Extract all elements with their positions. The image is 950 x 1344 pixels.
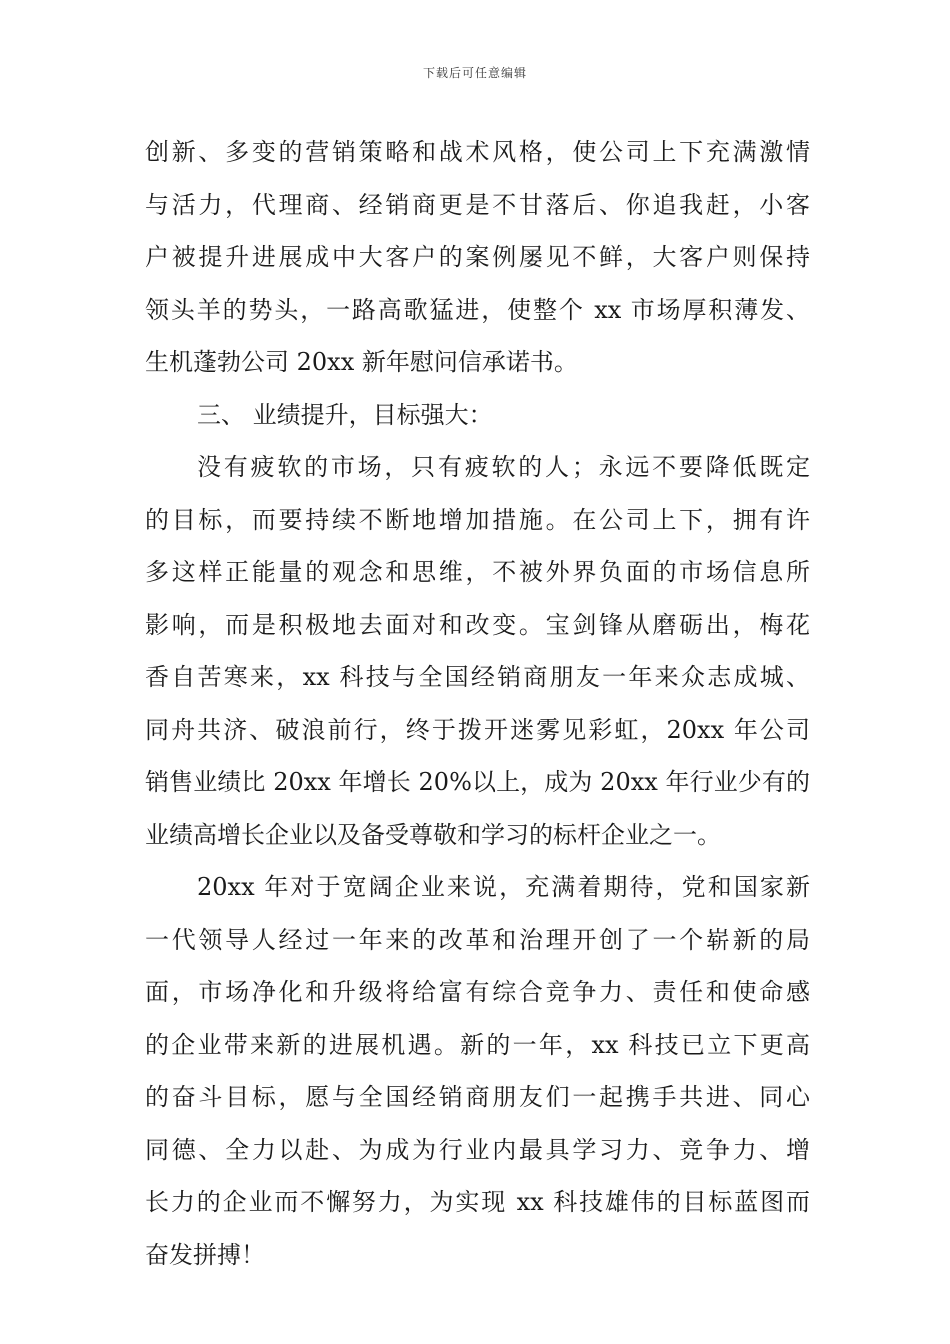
text-line: 生机蓬勃公司 20xx 新年慰问信承诺书。 xyxy=(145,348,578,376)
text-line: 同舟共济、破浪前行，终于拨开迷雾见彩虹，20xx 年公司 xyxy=(145,715,810,744)
text-line: 的企业带来新的进展机遇。新的一年，xx 科技已立下更高 xyxy=(145,1030,810,1059)
text-line: 的目标，而要持续不断地增加措施。在公司上下，拥有许 xyxy=(145,505,810,534)
section-heading: 三、 业绩提升，目标强大： xyxy=(197,400,493,429)
document-body xyxy=(145,126,810,1281)
paragraph-first-line: 没有疲软的市场，只有疲软的人；永远不要降低既定 xyxy=(197,453,810,481)
text-line: 多这样正能量的观念和思维，不被外界负面的市场信息所 xyxy=(145,558,810,586)
text-line: 户被提升进展成中大客户的案例屡见不鲜，大客户则保持 xyxy=(145,243,810,271)
text-line: 一代领导人经过一年来的改革和治理开创了一个崭新的局 xyxy=(145,925,810,954)
text-line: 业绩高增长企业以及备受尊敬和学习的标杆企业之一。 xyxy=(145,820,721,849)
page-header: 下载后可任意编辑 xyxy=(422,66,527,80)
text-line: 领头羊的势头，一路高歌猛进，使整个 xx 市场厚积薄发、 xyxy=(145,295,810,324)
text-line: 销售业绩比 20xx 年增长 20%以上，成为 20xx 年行业少有的 xyxy=(145,768,810,796)
text-line: 面，市场净化和升级将给富有综合竞争力、责任和使命感 xyxy=(145,978,810,1006)
text-line: 同德、全力以赴、为成为行业内最具学习力、竞争力、增 xyxy=(145,1135,810,1164)
paragraph-first-line: 20xx 年对于宽阔企业来说，充满着期待，党和国家新 xyxy=(197,873,810,901)
text-line: 奋发拼搏！ xyxy=(145,1240,265,1269)
text-line: 与活力，代理商、经销商更是不甘落后、你追我赶，小客 xyxy=(145,190,810,219)
text-line: 的奋斗目标，愿与全国经销商朋友们一起携手共进、同心 xyxy=(145,1083,810,1111)
text-line: 影响，而是积极地去面对和改变。宝剑锋从磨砺出，梅花 xyxy=(145,610,810,639)
text-line: 长力的企业而不懈努力，为实现 xx 科技雄伟的目标蓝图而 xyxy=(145,1188,810,1216)
text-line: 香自苦寒来，xx 科技与全国经销商朋友一年来众志成城、 xyxy=(145,663,810,691)
text-line: 创新、多变的营销策略和战术风格，使公司上下充满激情 xyxy=(145,138,810,166)
